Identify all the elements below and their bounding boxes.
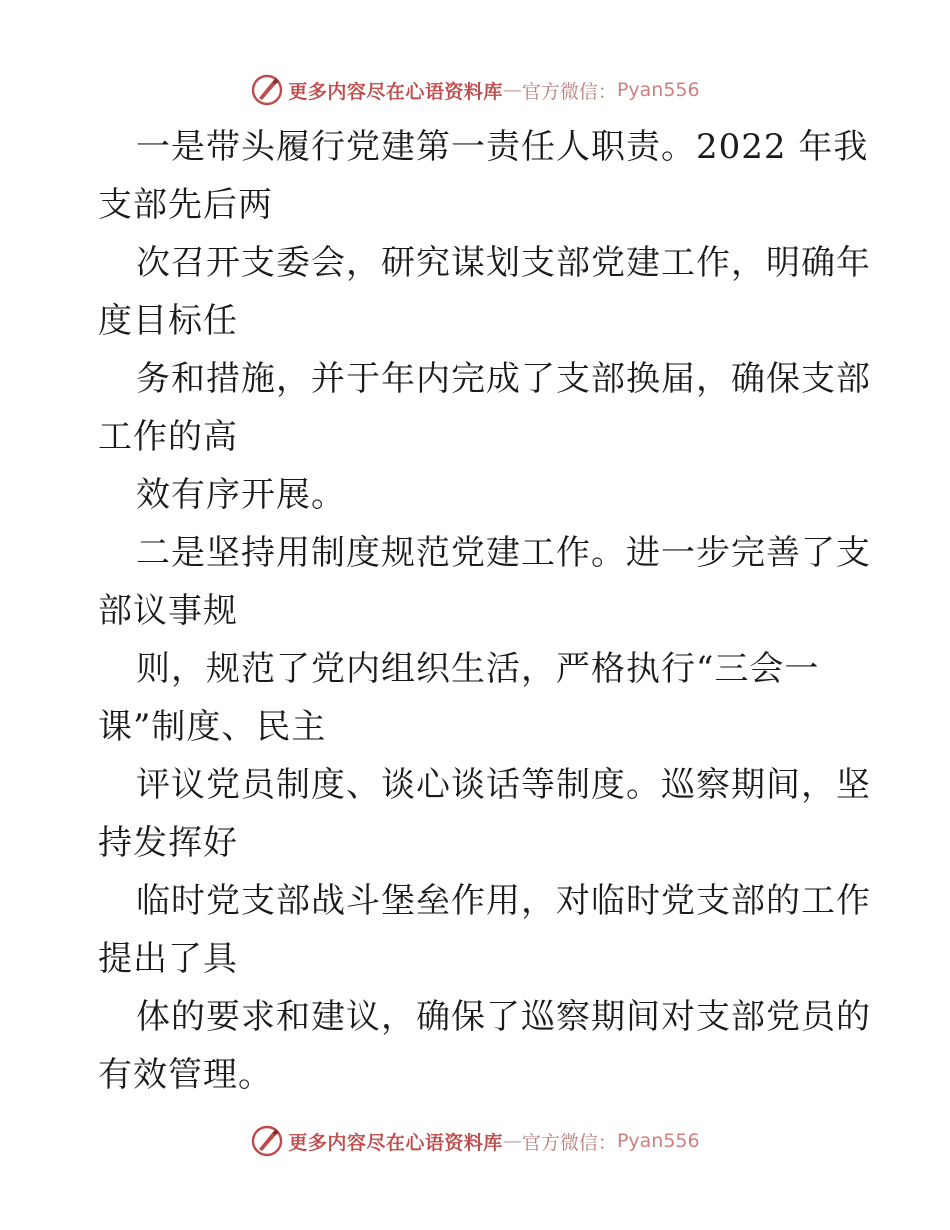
banner-label: 官方微信： [521,1131,617,1154]
body-line: 一是带头履行党建第一责任人职责。2022 年我 [136,127,869,167]
body-line: 工作的高 [98,417,238,457]
body-line: 有效管理。 [98,1055,273,1095]
body-line: 二是坚持用制度规范党建工作。进一步完善了支 [136,533,871,573]
body-line: 课”制度、民主 [98,707,327,747]
document-body [98,118,871,1104]
body-line: 体的要求和建议，确保了巡察期间对支部党员的 [136,997,871,1037]
body-line: 评议党员制度、谈心谈话等制度。巡察期间，坚 [136,765,871,805]
quill-logo-icon [250,1124,284,1158]
body-line: 度目标任 [98,301,238,341]
header-banner [0,70,950,110]
body-line: 则，规范了党内组织生活，严格执行“三会一 [136,649,820,689]
banner-wechat-id: Pyan556 [616,1130,700,1152]
body-line: 临时党支部战斗堡垒作用，对临时党支部的工作 [136,881,871,921]
body-line: 务和措施，并于年内完成了支部换届，确保支部 [136,359,871,399]
banner-separator: — [502,1130,522,1152]
body-line: 持发挥好 [98,823,238,863]
banner-text: 更多内容尽在心语资料库 [288,1131,503,1154]
body-line: 支部先后两 [98,185,273,225]
body-line: 效有序开展。 [136,475,346,515]
banner-label: 官方微信： [521,80,617,103]
body-line: 次召开支委会，研究谋划支部党建工作，明确年 [136,243,871,283]
banner-separator: — [502,79,522,101]
footer-banner [0,1121,950,1161]
body-line: 部议事规 [98,591,238,631]
banner-wechat-id: Pyan556 [616,79,700,101]
body-line: 提出了具 [98,939,238,979]
banner-text: 更多内容尽在心语资料库 [288,80,503,103]
quill-logo-icon [250,73,284,107]
